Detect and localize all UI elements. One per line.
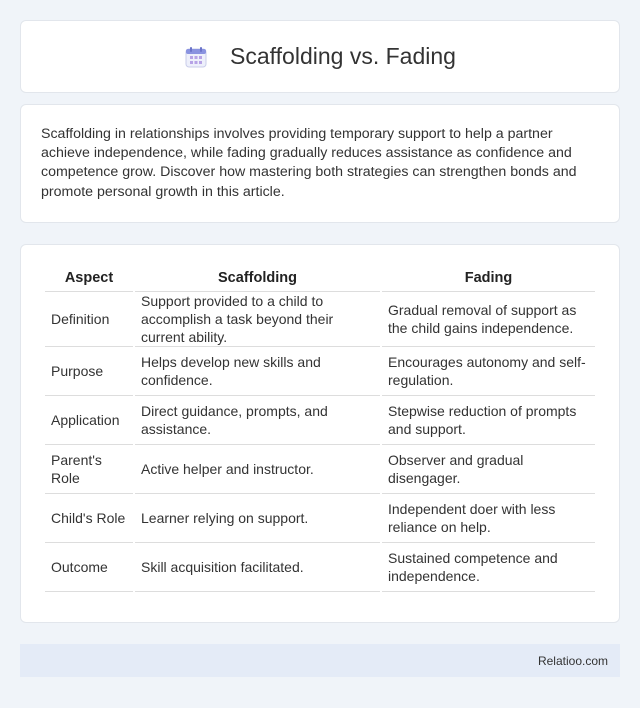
comparison-table <box>43 265 597 592</box>
fading-cell: Encourages autonomy and self-regulation. <box>382 347 595 396</box>
title-card <box>20 20 620 93</box>
header-fading: Fading <box>382 265 595 292</box>
fading-cell: Sustained competence and independence. <box>382 543 595 592</box>
scaffolding-cell: Learner relying on support. <box>135 494 380 543</box>
intro-text: Scaffolding in relationships involves providing temporary support to help a partner achieve independence, while fading gradually reduces assistance as confidence and competence grow. Discover how mastering both strategies can strengthen bonds and promote personal growth in this article. <box>41 126 577 200</box>
header-scaffolding: Scaffolding <box>135 265 380 292</box>
table-row <box>45 494 595 543</box>
table-row <box>45 396 595 445</box>
scaffolding-cell: Direct guidance, prompts, and assistance. <box>135 396 380 445</box>
aspect-cell: Parent's Role <box>45 445 133 494</box>
fading-cell: Gradual removal of support as the child gains independence. <box>382 292 595 347</box>
scaffolding-cell: Skill acquisition facilitated. <box>135 543 380 592</box>
page-title: Scaffolding vs. Fading <box>230 43 456 69</box>
table-header-row <box>45 265 595 292</box>
scaffolding-cell: Active helper and instructor. <box>135 445 380 494</box>
footer-brand-link[interactable]: Relatioo.com <box>537 653 608 668</box>
aspect-cell: Definition <box>45 292 133 347</box>
aspect-cell: Child's Role <box>45 494 133 543</box>
calendar-icon <box>184 45 208 69</box>
table-row <box>45 543 595 592</box>
header-aspect: Aspect <box>45 265 133 292</box>
fading-cell: Stepwise reduction of prompts and support. <box>382 396 595 445</box>
table-row <box>45 292 595 347</box>
footer <box>20 644 620 677</box>
table-row <box>45 347 595 396</box>
aspect-cell: Application <box>45 396 133 445</box>
comparison-card <box>20 244 620 623</box>
aspect-cell: Purpose <box>45 347 133 396</box>
intro-card <box>20 104 620 223</box>
table-row <box>45 445 595 494</box>
fading-cell: Independent doer with less reliance on help. <box>382 494 595 543</box>
scaffolding-cell: Helps develop new skills and confidence. <box>135 347 380 396</box>
fading-cell: Observer and gradual disengager. <box>382 445 595 494</box>
aspect-cell: Outcome <box>45 543 133 592</box>
scaffolding-cell: Support provided to a child to accomplish a task beyond their current ability. <box>135 292 380 347</box>
